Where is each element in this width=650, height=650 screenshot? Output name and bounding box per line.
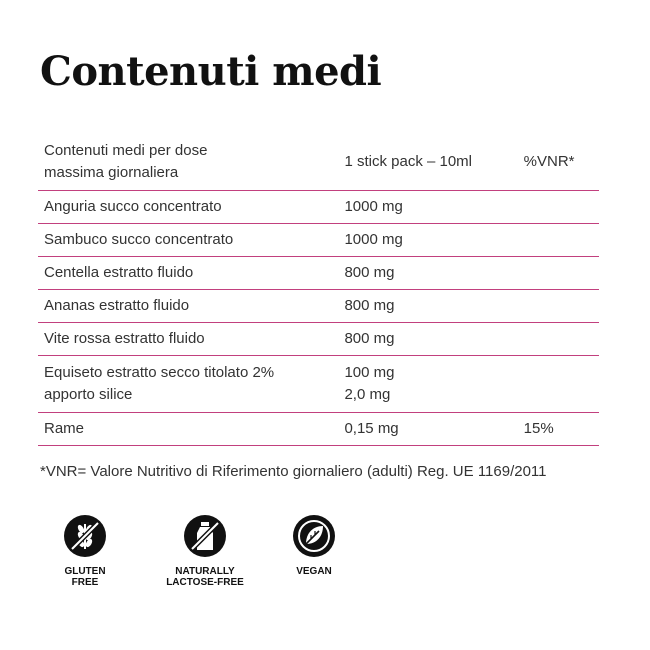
ingredient-name: Vite rossa estratto fluido: [38, 323, 338, 356]
ingredient-name: Equiseto estratto secco titolato 2% apporto silice: [38, 356, 338, 413]
page-title: Contenuti medi: [40, 48, 382, 95]
ingredient-vnr: [518, 257, 599, 290]
table-row: [38, 413, 599, 446]
ingredient-amount: 800 mg: [338, 323, 517, 356]
nutrition-table: [38, 134, 599, 446]
ingredient-vnr: [518, 191, 599, 224]
table-row: [38, 290, 599, 323]
table-row: [38, 224, 599, 257]
ingredient-vnr: [518, 224, 599, 257]
ingredient-vnr: [518, 323, 599, 356]
header-label: Contenuti medi per dose massima giornaliera: [38, 134, 338, 191]
ingredient-vnr: [518, 290, 599, 323]
gluten-free-icon: [63, 514, 107, 558]
ingredient-amount: 1000 mg: [338, 191, 517, 224]
ingredient-name: Centella estratto fluido: [38, 257, 338, 290]
ingredient-vnr: [518, 356, 599, 413]
badge-lactose-free: [155, 514, 255, 588]
lactose-free-icon: [183, 514, 227, 558]
ingredient-name: Rame: [38, 413, 338, 446]
table-row: [38, 323, 599, 356]
badge-label: VEGAN: [296, 566, 332, 577]
vegan-leaf-icon: [292, 514, 336, 558]
ingredient-amount: 1000 mg: [338, 224, 517, 257]
ingredient-amount: 800 mg: [338, 257, 517, 290]
table-header-row: [38, 134, 599, 191]
badge-vegan: [274, 514, 354, 577]
badge-gluten-free: [40, 514, 130, 588]
header-dose: 1 stick pack – 10ml: [338, 134, 517, 191]
header-vnr: %VNR*: [518, 134, 599, 191]
vnr-footnote: *VNR= Valore Nutritivo di Riferimento giornaliero (adulti) Reg. UE 1169/2011: [40, 463, 547, 480]
ingredient-name: Anguria succo concentrato: [38, 191, 338, 224]
ingredient-amount: 0,15 mg: [338, 413, 517, 446]
ingredient-vnr: 15%: [518, 413, 599, 446]
ingredient-amount: 100 mg 2,0 mg: [338, 356, 517, 413]
ingredient-name: Ananas estratto fluido: [38, 290, 338, 323]
badge-label: NATURALLY LACTOSE-FREE: [166, 566, 244, 588]
table-row: [38, 257, 599, 290]
ingredient-amount: 800 mg: [338, 290, 517, 323]
table-row: [38, 356, 599, 413]
ingredient-name: Sambuco succo concentrato: [38, 224, 338, 257]
badge-label: GLUTEN FREE: [64, 566, 106, 588]
table-row: [38, 191, 599, 224]
